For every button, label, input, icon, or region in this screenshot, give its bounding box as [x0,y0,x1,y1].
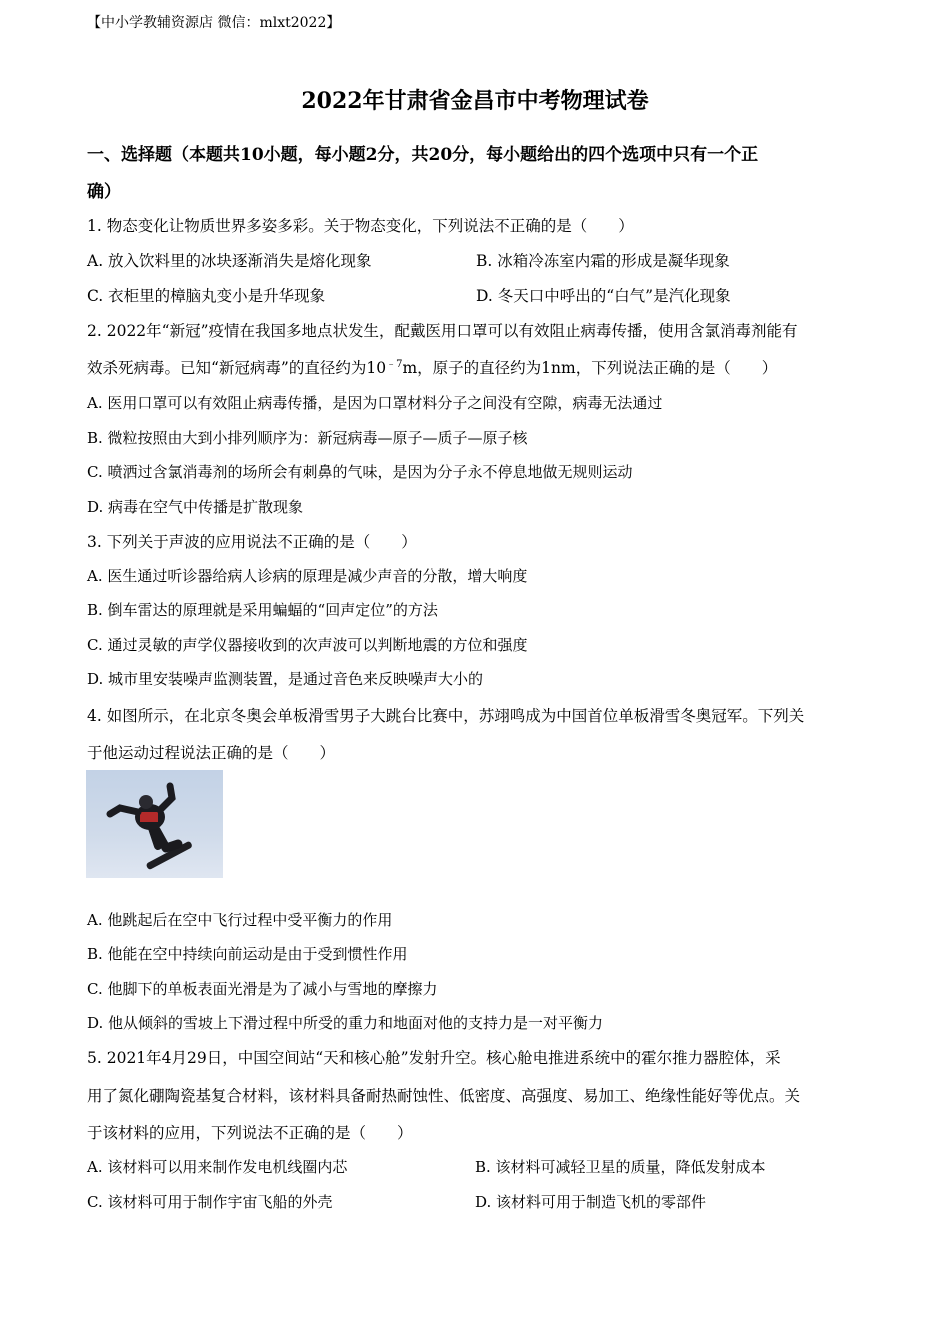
q5-stem-line3: 于该材料的应用，下列说法不正确的是（ ） [87,1124,413,1142]
q5-stem-line2: 用了氮化硼陶瓷基复合材料，该材料具备耐热耐蚀性、低密度、高强度、易加工、绝缘性能好等优点。关 [87,1087,801,1105]
page-header: 【中小学教辅资源店 微信：mlxt2022】 [87,15,341,31]
q2-option-b: B. 微粒按照由大到小排列顺序为：新冠病毒—原子—质子—原子核 [87,429,528,447]
q2-stem-line1: 2. 2022年“新冠”疫情在我国多地点状发生，配戴医用口罩可以有效阻止病毒传播，使用含氯消毒剂能有 [87,322,798,340]
q2-option-d: D. 病毒在空气中传播是扩散现象 [87,498,304,516]
q5-stem-line1: 5. 2021年4月29日，中国空间站“天和核心舱”发射升空。核心舱电推进系统中的霍尔推力器腔体，采 [87,1049,781,1067]
q3-option-a: A. 医生通过听诊器给病人诊病的原理是减少声音的分散，增大响度 [87,567,528,585]
page-title: 2022年甘肃省金昌市中考物理试卷 [301,88,649,114]
q4-option-a: A. 他跳起后在空中飞行过程中受平衡力的作用 [87,911,393,929]
q1-option-b: B. 冰箱冷冻室内霜的形成是凝华现象 [476,252,730,270]
q5-option-b: B. 该材料可减轻卫星的质量，降低发射成本 [475,1158,766,1176]
q4-option-d: D. 他从倾斜的雪坡上下滑过程中所受的重力和地面对他的支持力是一对平衡力 [87,1014,604,1032]
q4-stem-line2: 于他运动过程说法正确的是（ ） [87,744,336,762]
q5-option-c: C. 该材料可用于制作宇宙飞船的外壳 [87,1193,333,1211]
q4-option-c: C. 他脚下的单板表面光滑是为了减小与雪地的摩擦力 [87,980,438,998]
q3-stem: 3. 下列关于声波的应用说法不正确的是（ ） [87,533,417,551]
q1-option-c: C. 衣柜里的樟脑丸变小是升华现象 [87,287,326,305]
snowboarder-figure [86,770,223,878]
q4-stem-line1: 4. 如图所示，在北京冬奥会单板滑雪男子大跳台比赛中，苏翊鸣成为中国首位单板滑雪冬奥冠军。下列关 [87,707,805,725]
q2-exponent: ﹣7 [386,358,403,370]
q2-option-a: A. 医用口罩可以有效阻止病毒传播，是因为口罩材料分子之间没有空隙，病毒无法通过 [87,394,663,412]
q4-option-b: B. 他能在空中持续向前运动是由于受到惯性作用 [87,945,408,963]
q5-option-d: D. 该材料可用于制造飞机的零部件 [475,1193,707,1211]
q1-stem: 1. 物态变化让物质世界多姿多彩。关于物态变化，下列说法不正确的是（ ） [87,217,634,235]
q5-option-a: A. 该材料可以用来制作发电机线圈内芯 [87,1158,348,1176]
q2-stem-line2: 效杀死病毒。已知“新冠病毒”的直径约为$10^{﹣7}m$，原子的直径约为1nm，下列说法正确的是（ ） [87,358,778,377]
q1-option-a: A. 放入饮料里的冰块逐渐消失是熔化现象 [87,252,372,270]
q3-option-b: B. 倒车雷达的原理就是采用蝙蝠的“回声定位”的方法 [87,601,438,619]
q3-option-c: C. 通过灵敏的声学仪器接收到的次声波可以判断地震的方位和强度 [87,636,528,654]
section-heading: 一、选择题（本题共10小题，每小题2分，共20分，每小题给出的四个选项中只有一个正 [87,145,759,165]
section-heading-cont: 确） [87,182,121,202]
q3-option-d: D. 城市里安装噪声监测装置，是通过音色来反映噪声大小的 [87,670,484,688]
snowboarder-photo [86,770,223,878]
q1-option-d: D. 冬天口中呼出的“白气”是汽化现象 [476,287,731,305]
q2-option-c: C. 喷洒过含氯消毒剂的场所会有刺鼻的气味，是因为分子永不停息地做无规则运动 [87,463,633,481]
